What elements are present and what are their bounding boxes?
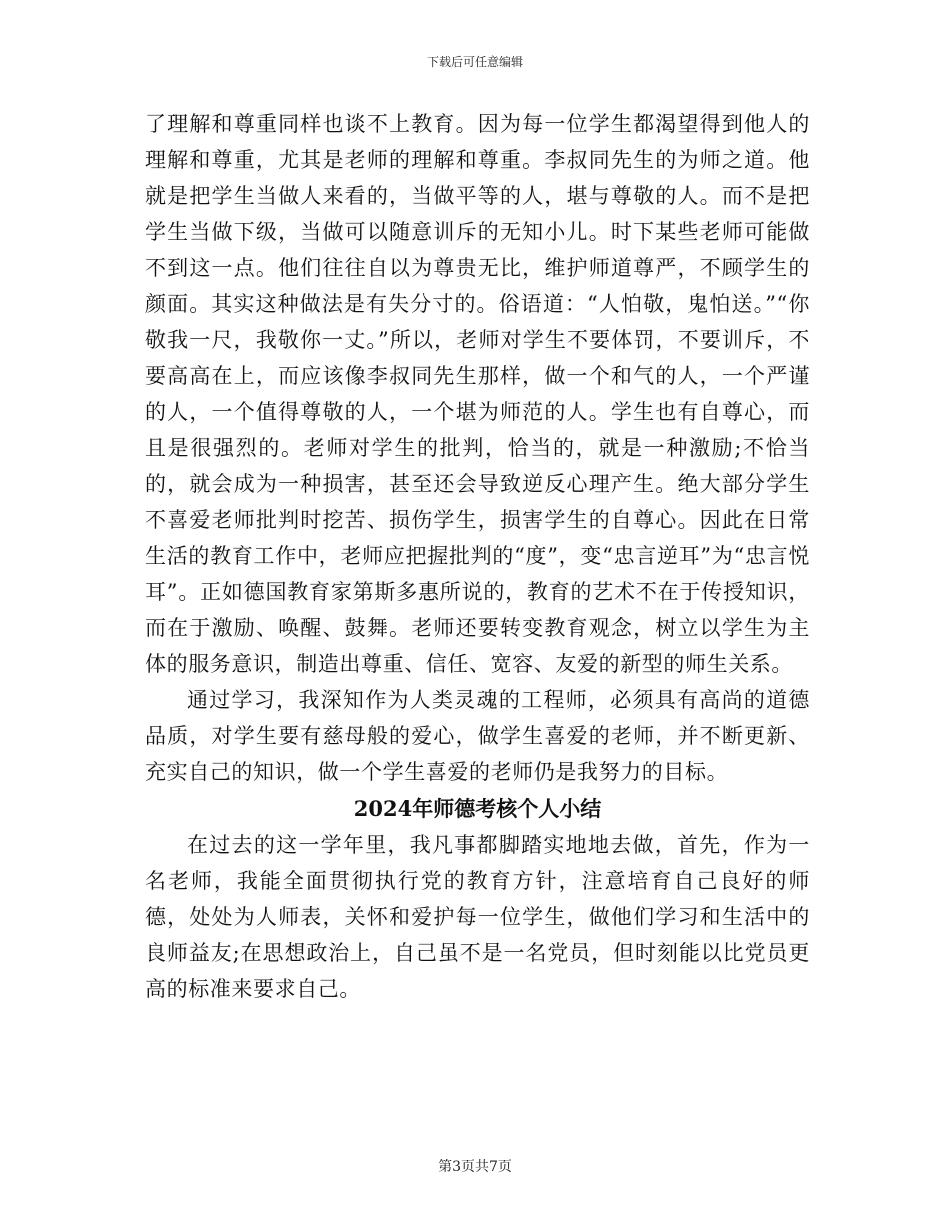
document-body <box>145 106 810 1007</box>
section-paragraph: 在过去的这一学年里，我凡事都脚踏实地地去做，首先，作为一名老师，我能全面贯彻执行党的教育方针，注意培育自己良好的师德，处处为人师表，关怀和爱护每一位学生，做他们学习和生活中的良师益友;在思想政治上，自己虽不是一名党员，但时刻能以比党员更高的标准来要求自己。 <box>145 833 810 1001</box>
body-paragraph-continued: 了理解和尊重同样也谈不上教育。因为每一位学生都渴望得到他人的理解和尊重，尤其是老师的理解和尊重。李叔同先生的为师之道。他就是把学生当做人来看的，当做平等的人，堪与尊敬的人。而不是把学生当做下级，当做可以随意训斥的无知小儿。时下某些老师可能做不到这一点。他们往往自以为尊贵无比，维护师道尊严，不顾学生的颜面。其实这种做法是有失分寸的。俗语道：“人怕敬，鬼怕送。”“你敬我一尺，我敬你一丈。”所以，老师对学生不要体罚，不要训斥，不要高高在上，而应该像李叔同先生那样，做一个和气的人，一个严谨的人，一个值得尊敬的人，一个堪为师范的人。学生也有自尊心，而且是很强烈的。老师对学生的批判，恰当的，就是一种激励;不恰当的，就会成为一种损害，甚至还会导致逆反心理产生。绝大部分学生不喜爱老师批判时挖苦、损伤学生，损害学生的自尊心。因此在日常生活的教育工作中，老师应把握批判的“度”，变“忠言逆耳”为“忠言悦耳”。正如德国教育家第斯多惠所说的，教育的艺术不在于传授知识，而在于激励、唤醒、鼓舞。老师还要转变教育观念，树立以学生为主体的服务意识，制造出尊重、信任、宽容、友爱的新型的师生关系。 <box>145 112 810 676</box>
page-number: 第3页共7页 <box>438 1159 512 1175</box>
page-header: 下载后可任意编辑 <box>426 55 523 69</box>
section-title: 2024年师德考核个人小结 <box>353 796 602 821</box>
body-paragraph-conclusion: 通过学习，我深知作为人类灵魂的工程师，必须具有高尚的道德品质，对学生要有慈母般的爱心，做学生喜爱的老师，并不断更新、充实自己的知识，做一个学生喜爱的老师仍是我努力的目标。 <box>145 688 810 784</box>
